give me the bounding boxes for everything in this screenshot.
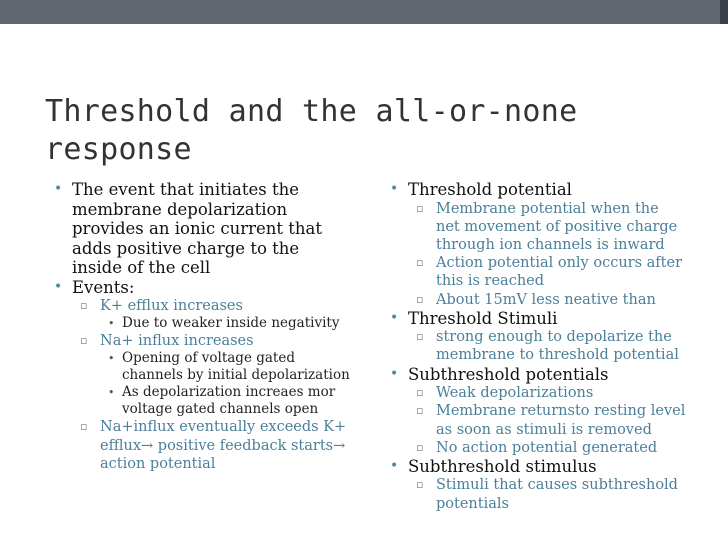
- right-sub-item: ▫ Stimuli that causes subthreshold potentials: [416, 477, 678, 512]
- right-sub-item: ▫ Membrane returnsto resting level as soon as stimuli is removed: [416, 403, 686, 438]
- bullet-icon: •: [390, 309, 399, 326]
- square-bullet-icon: ▫: [416, 404, 424, 418]
- bullet-icon: •: [108, 317, 115, 331]
- bullet-icon: •: [54, 278, 63, 295]
- right-bullet-subthreshold-stimulus: • Subthreshold stimulus ▫ Stimuli that causes subthreshold potentials: [386, 457, 686, 513]
- bullet-icon: •: [390, 181, 399, 197]
- left-subsub-item: • Opening of voltage gated channels by initial depolarization: [108, 350, 350, 384]
- square-bullet-icon: ▫: [416, 256, 424, 270]
- bullet-icon: •: [390, 365, 399, 382]
- right-bullet-threshold-potential: • Threshold potential ▫ Membrane potential when the net movement of positive charge through ion channels is inward ▫ Action potential only occurs after this is reached ▫ About 15mV less neative than: [386, 180, 686, 309]
- right-column: [386, 180, 686, 513]
- right-sub-item: ▫ strong enough to depolarize the membrane to threshold potential: [416, 329, 679, 364]
- bullet-icon: •: [54, 181, 63, 197]
- left-sub-item: ▫ Na+influx eventually exceeds K+ efflux→ positive feedback starts→ action potential: [80, 419, 347, 472]
- square-bullet-icon: ▫: [80, 299, 88, 312]
- left-bullet-1: • The event that initiates the membrane depolarization provides an ionic current that adds positive charge to the inside of the cell: [54, 180, 322, 277]
- right-sub-item: ▫ About 15mV less neative than: [416, 291, 656, 308]
- left-subsub-item: • As depolarization increaes mor voltage gated channels open: [108, 384, 336, 418]
- left-sub-item: ▫ Na+ influx increases • Opening of voltage gated channels by initial depolarization • As depolarization increaes mor voltage gated channels open: [80, 333, 350, 418]
- bullet-icon: •: [390, 457, 399, 474]
- square-bullet-icon: ▫: [416, 478, 424, 492]
- square-bullet-icon: ▫: [416, 386, 424, 400]
- slide-title: Threshold and the all-or-none response: [45, 94, 578, 167]
- square-bullet-icon: ▫: [80, 420, 88, 434]
- left-column: [50, 180, 350, 473]
- square-bullet-icon: ▫: [416, 440, 424, 454]
- left-subsub-item: • Due to weaker inside negativity: [108, 315, 340, 332]
- top-bar: [0, 0, 728, 24]
- top-bar-accent: [720, 0, 728, 24]
- right-sub-item: ▫ Weak depolarizations: [416, 385, 594, 402]
- right-sub-item: ▫ Action potential only occurs after this is reached: [416, 255, 682, 290]
- square-bullet-icon: ▫: [416, 292, 424, 306]
- right-sub-item: ▫ No action potential generated: [416, 439, 658, 456]
- left-sub-item: ▫ K+ efflux increases • Due to weaker inside negativity: [76, 297, 350, 332]
- bullet-icon: •: [108, 352, 115, 366]
- square-bullet-icon: ▫: [416, 330, 424, 344]
- right-bullet-subthreshold-potentials: • Subthreshold potentials ▫ Weak depolarizations ▫ Membrane returnsto resting level as soon as stimuli is removed ▫ No action potential generated: [390, 364, 686, 456]
- bullet-icon: •: [108, 386, 115, 400]
- right-sub-item: ▫ Membrane potential when the net movement of positive charge through ion channels is inward: [416, 200, 678, 253]
- left-bullet-2: • Events: ▫ K+ efflux increases • Due to weaker inside negativity ▫ Na+ influx increases • Opening of voltage gated channels by initial depolarization • As depolarization increaes mor voltage gated channels open ▫ Na+influx eventually exceeds K+ efflux→ positive feedback starts→ action potential: [54, 277, 350, 472]
- square-bullet-icon: ▫: [80, 334, 88, 348]
- square-bullet-icon: ▫: [416, 201, 424, 215]
- right-bullet-threshold-stimuli: • Threshold Stimuli ▫ strong enough to depolarize the membrane to threshold potential: [386, 309, 686, 365]
